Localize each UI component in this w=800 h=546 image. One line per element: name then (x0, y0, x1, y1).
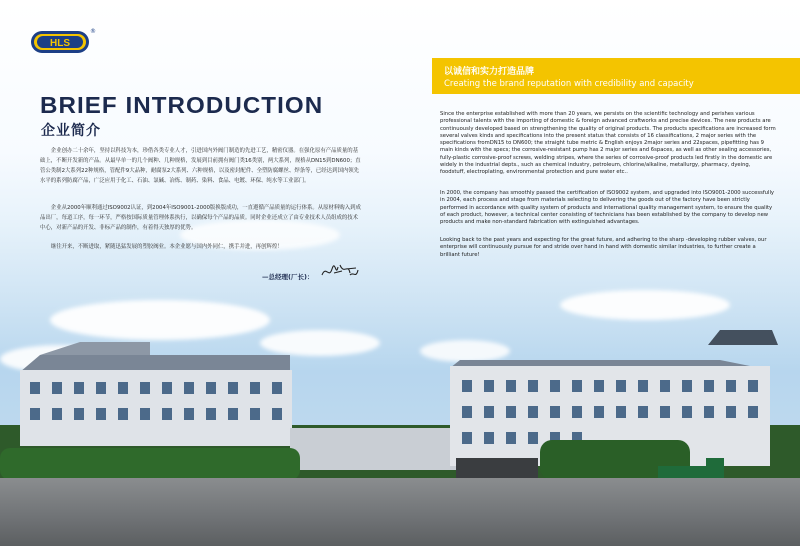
logo-text: HLS (50, 38, 70, 49)
signature-label: —总经理(厂长)： (262, 273, 314, 281)
registered-mark: ® (90, 28, 96, 35)
banner-title-en: Creating the brand reputation with credibility and capacity (444, 79, 694, 89)
hedge-left (0, 448, 300, 480)
cn-paragraph-3: 继往开来，不断进取，紧随迅猛发展的塑胶阀业。本企业愿与国内外同仁，携手并进，再创辉煌！ (50, 244, 283, 250)
en-paragraph-1: Since the enterprise established with more than 20 years, we persists on the scientific technology and perishes various professional talents with the importing of domestic & foreign advanced craftworks and precise devices. The new products are continuously developed based on strengthening the quality of original products. The products specifications are increased form several valves kinds and specifications into the present status that consists of 16 classifications, 2 major series with the specifications fromDN15 to DN600; the straight tube metric & English enjoys 2major series and 22spaces, pipefitting has 9 main kinds with the specs; the corrosive-resistant pump has 2 major series and 6spaces, as well as other sealing accessories, fully-plastic corrosive-proof screws, welding stripes, where the series of corrosive-proof products led firstly in the domestic are widely in the industrial depts., such as chemical industry, petroleum, chlorine/alkaline, metallurgy, pharmacy, dyeing, foodstuff, electroplating, environmental protection and pure water etc.. (440, 111, 776, 176)
brief-introduction-title: BRIEF INTRODUCTION (40, 92, 324, 118)
middle-building (290, 428, 460, 470)
road (0, 478, 800, 546)
en-paragraph-3: Looking back to the past years and expecting for the great future, and adhering to the sharp -developing rubber valves, our enterprise will continuously pursue for and stride over hand in hand with domestic similar industries, to further create a brilliant future! (440, 237, 767, 258)
left-building (20, 342, 292, 446)
cn-paragraph-1: 企业创办二十余年，坚持以科技为本，珍借各类专业人才，引进国内外阀门制造的先进工艺，精密仪器。在强化原有产品质量的基础上，不断开发新的产品。从最早单一的几个阀种、几种规格，发展到目前拥有阀门类16类别，两大系列，规格从DN15到DN600；直管公类制2大系列22种规格，管配件9大品种，耐腐泵2大系列、六种规格，以及密封配件、全塑防腐螺丝、焊条等，已经达到国内领先水平的系列防腐产品，广泛应用于化工、石油、氯碱、冶炼、制药、染料、食品、电镀、环保、纯水等工业部门。 (40, 148, 361, 184)
brief-introduction-cn: 企业简介 (41, 123, 101, 139)
cn-paragraph-2: 企业从2000年顺利通过ISO9002认证，到2004年ISO9001-2000版换版成功，一直遵循产品质量的运行体系。从原材料购入到成品出厂，每道工序，每一环节，严格按国际质量管理体系执行，以确保每个产品的品质。同时企业还成立了由专业技术人员组成的技术中心，对新产品的开发、非标产品的制作，有着得天独厚的优势。 (40, 205, 361, 231)
banner-title-cn: 以诚信和实力打造品牌 (444, 67, 535, 77)
en-paragraph-2: In 2000, the company has smoothly passed the certification of ISO9002 system, and upgraded into ISO9001-2000 successfully in 2004, each process and stage from materials selecting to delivering the goods out of the factory have been strictly performed in accordance with quality system of products and international quality management system, to ensure the quality of each product, however, a technical center consisting of technicians has been established by the company to develop new products and make non-standard fabrication with extinguished advantages. (440, 190, 775, 226)
